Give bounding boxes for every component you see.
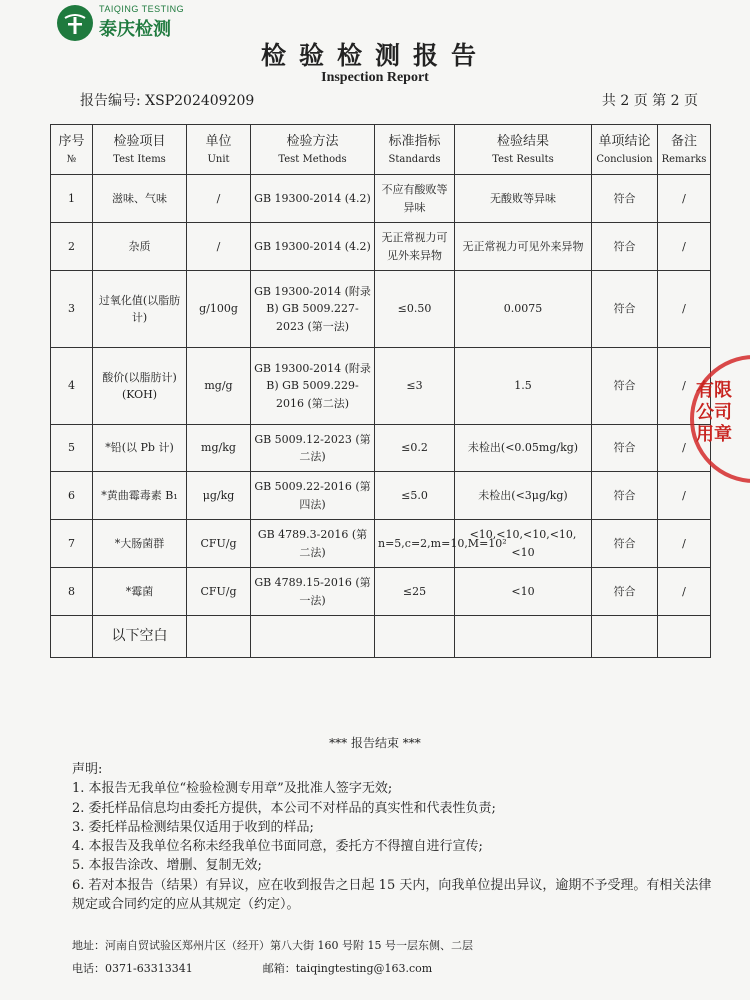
cell-unit: g/100g (187, 271, 251, 348)
statement-item: 2. 委托样品信息均由委托方提供，本公司不对样品的真实性和代表性负责; (72, 800, 496, 816)
cell-conclusion: 符合 (592, 348, 658, 425)
table-row (51, 175, 711, 223)
cell-no: 2 (51, 223, 93, 271)
statement-item: 1. 本报告无我单位“检验检测专用章”及批准人签字无效; (72, 781, 393, 797)
header-no: 序号 № (51, 125, 93, 175)
table-header-row (51, 125, 711, 175)
cell-standard: ≤5.0 (375, 472, 455, 520)
blank-below-text: 以下空白 (93, 616, 187, 658)
cell-item: *霉菌 (93, 568, 187, 616)
cell-conclusion: 符合 (592, 271, 658, 348)
cell-result: <10 (455, 568, 592, 616)
seal-text: 有限公司 用章 (696, 380, 732, 445)
cell-unit: mg/g (187, 348, 251, 425)
header-test-items: 检验项目 Test Items (93, 125, 187, 175)
cell-remarks: / (658, 568, 711, 616)
cell-item: 杂质 (93, 223, 187, 271)
cell-remarks: / (658, 271, 711, 348)
cell-remarks: / (658, 175, 711, 223)
cell-item: 过氧化值(以脂肪计) (93, 271, 187, 348)
cell-method: GB 19300-2014 (4.2) (251, 223, 375, 271)
blank-row (51, 616, 711, 658)
cell-result: 未检出(<0.05mg/kg) (455, 425, 592, 472)
table-row (51, 472, 711, 520)
cell-no: 7 (51, 520, 93, 568)
cell-unit: mg/kg (187, 425, 251, 472)
cell-standard: ≤3 (375, 348, 455, 425)
cell-method: GB 19300-2014 (附录 B) GB 5009.227-2023 (第一法) (251, 271, 375, 348)
table-row (51, 568, 711, 616)
table-row (51, 520, 711, 568)
cell-result: 未检出(<3μg/kg) (455, 472, 592, 520)
cell-method: GB 19300-2014 (4.2) (251, 175, 375, 223)
header-test-methods: 检验方法 Test Methods (251, 125, 375, 175)
header-conclusion: 单项结论 Conclusion (592, 125, 658, 175)
statement-item: 3. 委托样品检测结果仅适用于收到的样品; (72, 819, 314, 835)
cell-no: 1 (51, 175, 93, 223)
table-row (51, 271, 711, 348)
cell-unit: / (187, 175, 251, 223)
statement-section (72, 760, 712, 914)
report-title-english: Inspection Report (321, 70, 429, 85)
statement-item: 5. 本报告涂改、增删、复制无效; (72, 858, 262, 874)
cell-no: 6 (51, 472, 93, 520)
cell-item: *铅(以 Pb 计) (93, 425, 187, 472)
cell-remarks: / (658, 348, 711, 425)
cell-conclusion: 符合 (592, 223, 658, 271)
cell-item: 酸价(以脂肪计)(KOH) (93, 348, 187, 425)
cell-remarks: / (658, 223, 711, 271)
cell-unit: μg/kg (187, 472, 251, 520)
header-unit: 单位 Unit (187, 125, 251, 175)
cell-unit: CFU/g (187, 568, 251, 616)
header-remarks: 备注 Remarks (658, 125, 711, 175)
cell-remarks: / (658, 472, 711, 520)
results-table (50, 124, 711, 658)
cell-result: 无正常视力可见外来异物 (455, 223, 592, 271)
logo-chinese-name: 泰庆检测 (99, 19, 171, 40)
cell-method: GB 4789.15-2016 (第一法) (251, 568, 375, 616)
page-info: 共 2 页 第 2 页 (601, 93, 698, 109)
cell-standard: n=5,c=2,m=10,M=10² (375, 520, 455, 568)
cell-unit: / (187, 223, 251, 271)
cell-conclusion: 符合 (592, 568, 658, 616)
cell-standard: 无正常视力可见外来异物 (375, 223, 455, 271)
cell-conclusion: 符合 (592, 520, 658, 568)
footer-address: 地址：河南自贸试验区郑州片区（经开）第八大街 160 号附 15 号一层东侧、二层 (72, 939, 473, 952)
cell-method: GB 4789.3-2016 (第二法) (251, 520, 375, 568)
cell-unit: CFU/g (187, 520, 251, 568)
cell-standard: 不应有酸败等异味 (375, 175, 455, 223)
report-number: 报告编号: XSP202409209 (80, 93, 255, 109)
table-row (51, 425, 711, 472)
footer-contact (72, 960, 432, 976)
footer-phone: 电话：0371-63313341 (72, 962, 193, 975)
cell-result: 无酸败等异味 (455, 175, 592, 223)
cell-conclusion: 符合 (592, 472, 658, 520)
cell-result: 0.0075 (455, 271, 592, 348)
cell-conclusion: 符合 (592, 425, 658, 472)
cell-item: *黄曲霉毒素 B₁ (93, 472, 187, 520)
cell-method: GB 19300-2014 (附录 B) GB 5009.229-2016 (第二法) (251, 348, 375, 425)
cell-method: GB 5009.12-2023 (第二法) (251, 425, 375, 472)
cell-standard: ≤25 (375, 568, 455, 616)
header-test-results: 检验结果 Test Results (455, 125, 592, 175)
cell-no: 8 (51, 568, 93, 616)
report-end-note: *** 报告结束 *** (329, 736, 421, 750)
table-row (51, 348, 711, 425)
footer-email: 邮箱：taiqingtesting@163.com (262, 962, 433, 975)
cell-result: 1.5 (455, 348, 592, 425)
table-row (51, 223, 711, 271)
cell-remarks: / (658, 425, 711, 472)
cell-item: *大肠菌群 (93, 520, 187, 568)
cell-item: 滋味、气味 (93, 175, 187, 223)
statement-title: 声明: (72, 762, 103, 777)
cell-no: 3 (51, 271, 93, 348)
cell-standard: ≤0.2 (375, 425, 455, 472)
logo-english-name: TAIQING TESTING (99, 4, 185, 14)
cell-standard: ≤0.50 (375, 271, 455, 348)
header-standards: 标准指标 Standards (375, 125, 455, 175)
statement-item: 6. 若对本报告（结果）有异议，应在收到报告之日起 15 天内，向我单位提出异议，逾期不予受理。有相关法律规定或合同约定的应从其规定（约定）。 (72, 877, 712, 913)
cell-method: GB 5009.22-2016 (第四法) (251, 472, 375, 520)
cell-no: 5 (51, 425, 93, 472)
statement-item: 4. 本报告及我单位名称未经我单位书面同意，委托方不得擅自进行宣传; (72, 839, 483, 855)
report-title: 检验检测报告 (260, 41, 489, 70)
cell-remarks: / (658, 520, 711, 568)
cell-conclusion: 符合 (592, 175, 658, 223)
cell-no: 4 (51, 348, 93, 425)
cell-result: <10,<10,<10,<10,<10 (455, 520, 592, 568)
